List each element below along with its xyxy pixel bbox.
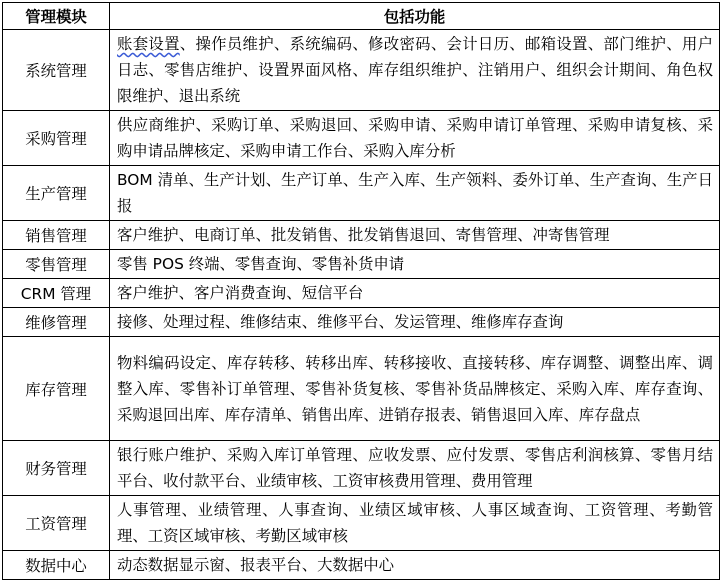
module-functions [110,30,720,111]
table-row [3,166,720,221]
table-row [3,279,720,308]
table-row [3,337,720,441]
module-functions: 接修、处理过程、维修结束、维修平台、发运管理、维修库存查询 [110,308,720,337]
module-name: 数据中心 [3,551,110,580]
table-row [3,551,720,580]
module-name: 财务管理 [3,441,110,496]
table-header-row [3,3,720,30]
table-row [3,221,720,250]
module-name: 库存管理 [3,337,110,441]
module-name: 工资管理 [3,496,110,551]
module-name: 生产管理 [3,166,110,221]
module-functions: 银行账户维护、采购入库订单管理、应收发票、应付发票、零售店利润核算、零售月结平台、收付款平台、业绩审核、工资审核费用管理、费用管理 [110,441,720,496]
module-functions: 人事管理、业绩管理、人事查询、业绩区域审核、人事区域查询、工资管理、考勤管理、工资区域审核、考勤区域审核 [110,496,720,551]
module-name: CRM 管理 [3,279,110,308]
module-functions: BOM 清单、生产计划、生产订单、生产入库、生产领料、委外订单、生产查询、生产日报 [110,166,720,221]
spellcheck-underlined-text: 账套设置 [117,35,180,53]
module-functions: 零售 POS 终端、零售查询、零售补货申请 [110,250,720,279]
module-functions: 供应商维护、采购订单、采购退回、采购申请、采购申请订单管理、采购申请复核、采购申请品牌核定、采购申请工作台、采购入库分析 [110,111,720,166]
module-name: 维修管理 [3,308,110,337]
table-row [3,30,720,111]
module-table-container [2,2,720,580]
module-name: 零售管理 [3,250,110,279]
table-row [3,111,720,166]
module-functions-text: 、操作员维护、系统编码、修改密码、会计日历、邮箱设置、部门维护、用户日志、零售店维护、设置界面风格、库存组织维护、注销用户、组织会计期间、角色权限维护、退出系统 [117,35,713,105]
header-functions: 包括功能 [110,3,720,30]
module-name: 系统管理 [3,30,110,111]
module-name: 采购管理 [3,111,110,166]
module-name: 销售管理 [3,221,110,250]
module-functions: 客户维护、电商订单、批发销售、批发销售退回、寄售管理、冲寄售管理 [110,221,720,250]
module-functions: 动态数据显示窗、报表平台、大数据中心 [110,551,720,580]
header-module: 管理模块 [3,3,110,30]
module-function-table [2,2,720,580]
table-row [3,496,720,551]
module-functions: 物料编码设定、库存转移、转移出库、转移接收、直接转移、库存调整、调整出库、调整入库、零售补订单管理、零售补货复核、零售补货品牌核定、采购入库、库存查询、采购退回出库、库存清单、销售出库、进销存报表、销售退回入库、库存盘点 [110,337,720,441]
module-functions: 客户维护、客户消费查询、短信平台 [110,279,720,308]
table-row [3,441,720,496]
table-row [3,308,720,337]
table-row [3,250,720,279]
